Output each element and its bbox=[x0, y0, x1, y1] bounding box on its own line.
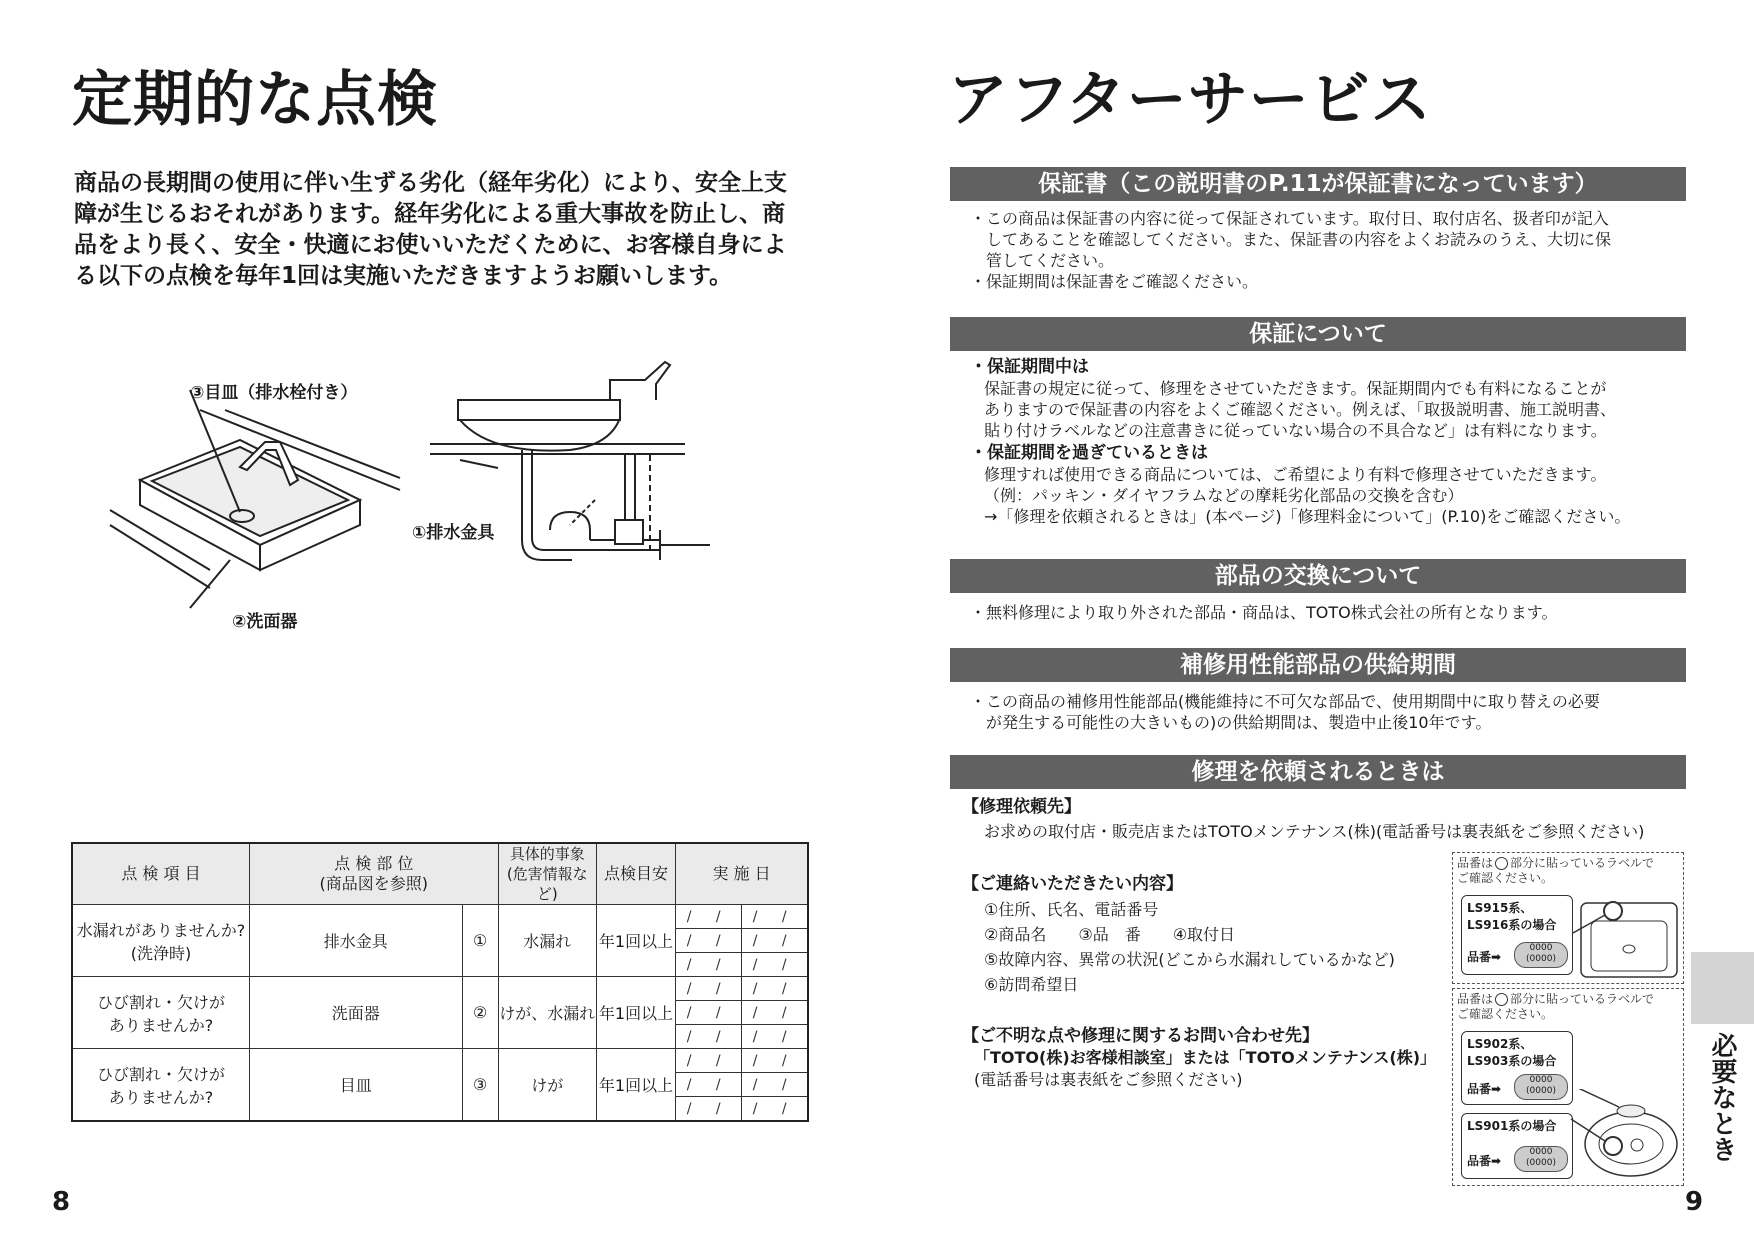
page-number-right: 9 bbox=[1685, 1187, 1704, 1217]
item-line1: 水漏れがありませんか? bbox=[76, 920, 246, 940]
date-cell[interactable]: / / bbox=[742, 977, 808, 1001]
table-row bbox=[72, 905, 808, 929]
cell-item bbox=[72, 977, 249, 1049]
cell-event: 水漏れ bbox=[498, 905, 596, 977]
label-note: 品番は 部分に貼っているラベルで ご確認ください。 bbox=[1457, 992, 1655, 1021]
body-line: ⑤故障内容、異常の状況(どこから水漏れしているかなど) bbox=[984, 950, 1395, 969]
page-title-left: 定期的な点検 bbox=[72, 65, 438, 135]
model-callout: LS915系、 LS916系の場合 品番➡ 0000 (0000) bbox=[1461, 895, 1573, 975]
inspection-table bbox=[71, 842, 809, 1122]
section-heading-repair: 修理を依頼されるときは bbox=[950, 755, 1686, 789]
contact-info bbox=[962, 872, 1442, 997]
section-heading-warranty: 保証について bbox=[950, 317, 1686, 351]
body-line: ・この商品は保証書の内容に従って保証されています。取付日、取付店名、扱者印が記入 bbox=[970, 209, 1609, 228]
circle-icon bbox=[1495, 993, 1508, 1006]
body-line: ありますので保証書の内容をよくご確認ください。例えば、「取扱説明書、施工説明書、 bbox=[984, 400, 1617, 419]
page-number-left: 8 bbox=[52, 1187, 71, 1217]
date-cell[interactable]: / / bbox=[742, 1001, 808, 1025]
table-row bbox=[72, 977, 808, 1001]
section-body-warranty bbox=[970, 357, 1690, 527]
body-line: ①住所、氏名、電話番号 bbox=[984, 900, 1159, 919]
subheading: 【修理依頼先】 bbox=[962, 797, 1081, 817]
header-part bbox=[249, 843, 498, 905]
cell-freq: 年1回以上 bbox=[596, 977, 675, 1049]
washbasin-illustration bbox=[90, 350, 730, 650]
date-cell[interactable]: / / bbox=[676, 929, 742, 953]
body-line: 管してください。 bbox=[970, 251, 1115, 270]
section-heading-warranty-doc: 保証書（この説明書のP.11が保証書になっています） bbox=[950, 167, 1686, 201]
date-cell[interactable]: / / bbox=[676, 1097, 742, 1122]
intro-line: る以下の点検を毎年1回は実施いただきますようお願いします。 bbox=[74, 263, 733, 289]
body-line: 修理すれば使用できる商品については、ご希望により有料で修理させていただきます。 bbox=[984, 465, 1607, 484]
date-cell[interactable]: / / bbox=[742, 1049, 808, 1073]
date-cell[interactable]: / / bbox=[742, 953, 808, 977]
header-part-line2: (商品図を参照) bbox=[319, 874, 429, 893]
subheading: 【ご不明な点や修理に関するお問い合わせ先】 bbox=[962, 1026, 1319, 1046]
header-event-line2: (危害情報など) bbox=[506, 865, 588, 903]
subheading: ・保証期間を過ぎているときは bbox=[970, 443, 1208, 463]
intro-line: 障が生じるおそれがあります。経年劣化による重大事故を防止し、商 bbox=[74, 201, 786, 227]
label-sticker: 0000 (0000) bbox=[1514, 1146, 1568, 1172]
section-body-supply bbox=[970, 691, 1690, 733]
cell-num: ② bbox=[462, 977, 498, 1049]
table-header-row bbox=[72, 843, 808, 905]
model-callout: LS902系、 LS903系の場合 品番➡ 0000 (0000) bbox=[1461, 1031, 1573, 1105]
date-cell[interactable]: / / bbox=[676, 1025, 742, 1049]
cell-event: けが、水漏れ bbox=[498, 977, 596, 1049]
item-line1: ひび割れ・欠けが bbox=[96, 992, 225, 1012]
item-line1: ひび割れ・欠けが bbox=[96, 1064, 225, 1084]
label-note: 品番は 部分に貼っているラベルで ご確認ください。 bbox=[1457, 856, 1655, 885]
intro-line: 品をより長く、安全・快適にお使いいただくために、お客様自身によ bbox=[74, 232, 787, 258]
header-freq: 点検目安 bbox=[596, 843, 675, 905]
table-row bbox=[72, 1049, 808, 1073]
diagram-label-plug: ③目皿（排水栓付き） bbox=[190, 383, 358, 403]
date-cell[interactable]: / / bbox=[676, 905, 742, 929]
page-title-right: アフターサービス bbox=[948, 65, 1432, 135]
side-tab-label: 必要なとき bbox=[1707, 1032, 1737, 1162]
body-line: してあることを確認してください。また、保証書の内容をよくお読みのうえ、大切に保 bbox=[970, 230, 1611, 249]
body-line: ⑥訪問希望日 bbox=[984, 975, 1079, 994]
item-line2: (洗浄時) bbox=[130, 943, 192, 963]
header-item: 点 検 項 目 bbox=[72, 843, 249, 905]
date-cell[interactable]: / / bbox=[676, 977, 742, 1001]
section-body-warranty-doc bbox=[970, 208, 1690, 292]
date-cell[interactable]: / / bbox=[742, 929, 808, 953]
cell-event: けが bbox=[498, 1049, 596, 1122]
body-line: （例：パッキン・ダイヤフラムなどの摩耗劣化部品の交換を含む） bbox=[984, 486, 1464, 505]
subheading: ・保証期間中は bbox=[970, 357, 1089, 377]
date-cell[interactable]: / / bbox=[676, 1049, 742, 1073]
model-callout: LS901系の場合 品番➡ 0000 (0000) bbox=[1461, 1113, 1573, 1179]
body-line: (電話番号は裏表紙をご参照ください) bbox=[974, 1070, 1243, 1089]
side-tab-marker bbox=[1691, 952, 1754, 1024]
body-line: が発生する可能性の大きいもの)の供給期間は、製造中止後10年です。 bbox=[970, 713, 1492, 732]
cell-part: 洗面器 bbox=[249, 977, 462, 1049]
intro-line: 商品の長期間の使用に伴い生ずる劣化（経年劣化）により、安全上支 bbox=[74, 170, 787, 196]
item-line2: ありませんか? bbox=[108, 1015, 214, 1035]
cell-freq: 年1回以上 bbox=[596, 905, 675, 977]
inquiry-info bbox=[962, 1025, 1442, 1091]
cell-num: ③ bbox=[462, 1049, 498, 1122]
body-line: お求めの取付店・販売店またはTOTOメンテナンス(株)(電話番号は裏表紙をご参照ください) bbox=[984, 822, 1645, 841]
cell-num: ① bbox=[462, 905, 498, 977]
body-line: ・保証期間は保証書をご確認ください。 bbox=[970, 272, 1259, 291]
label-location-box-2 bbox=[1452, 988, 1684, 1186]
basin-top-icon bbox=[1573, 893, 1681, 981]
hinban-label: 品番➡ bbox=[1467, 950, 1502, 964]
hinban-label: 品番➡ bbox=[1467, 1082, 1502, 1096]
body-line: 貼り付けラベルなどの注意書きに従っていない場合の不具合など」は有料になります。 bbox=[984, 421, 1607, 440]
date-cell[interactable]: / / bbox=[676, 1001, 742, 1025]
date-cell[interactable]: / / bbox=[742, 1025, 808, 1049]
diagram-label-basin: ②洗面器 bbox=[232, 612, 298, 632]
cell-item bbox=[72, 1049, 249, 1122]
circle-icon bbox=[1495, 857, 1508, 870]
label-sticker: 0000 (0000) bbox=[1514, 942, 1568, 968]
body-line: 保証書の規定に従って、修理をさせていただきます。保証期間内でも有料になることが bbox=[984, 379, 1607, 398]
section-body-repair bbox=[962, 797, 1682, 842]
cell-freq: 年1回以上 bbox=[596, 1049, 675, 1122]
body-line: ・この商品の補修用性能部品(機能維持に不可欠な部品で、使用期間中に取り替えの必要 bbox=[970, 692, 1600, 711]
header-date: 実 施 日 bbox=[676, 843, 808, 905]
header-event bbox=[498, 843, 596, 905]
cell-part: 目皿 bbox=[249, 1049, 462, 1122]
label-sticker: 0000 (0000) bbox=[1514, 1074, 1568, 1100]
section-heading-parts: 部品の交換について bbox=[950, 559, 1686, 593]
date-cell[interactable]: / / bbox=[676, 953, 742, 977]
body-line: →「修理を依頼されるときは」(本ページ)「修理料金について」(P.10)をご確認ください。 bbox=[984, 507, 1631, 526]
cell-item bbox=[72, 905, 249, 977]
date-cell[interactable]: / / bbox=[742, 1073, 808, 1097]
intro-paragraph bbox=[74, 168, 814, 292]
date-cell[interactable]: / / bbox=[742, 905, 808, 929]
section-heading-supply: 補修用性能部品の供給期間 bbox=[950, 648, 1686, 682]
header-part-line1: 点 検 部 位 bbox=[334, 854, 414, 873]
header-event-line1: 具体的事象 bbox=[509, 845, 585, 863]
body-line: ②商品名 ③品 番 ④取付日 bbox=[984, 925, 1236, 944]
date-cell[interactable]: / / bbox=[742, 1097, 808, 1122]
diagram-label-drain: ①排水金具 bbox=[412, 523, 495, 543]
hinban-label: 品番➡ bbox=[1467, 1154, 1502, 1168]
body-line: 「TOTO(株)お客様相談室」または「TOTOメンテナンス(株)」 bbox=[974, 1048, 1437, 1067]
item-line2: ありませんか? bbox=[108, 1087, 214, 1107]
label-location-box-1 bbox=[1452, 852, 1684, 984]
round-basin-icon bbox=[1563, 1089, 1681, 1183]
cell-part: 排水金具 bbox=[249, 905, 462, 977]
date-cell[interactable]: / / bbox=[676, 1073, 742, 1097]
subheading: 【ご連絡いただきたい内容】 bbox=[962, 874, 1183, 894]
section-body-parts: ・無料修理により取り外された部品・商品は、TOTO株式会社の所有となります。 bbox=[970, 603, 1558, 622]
